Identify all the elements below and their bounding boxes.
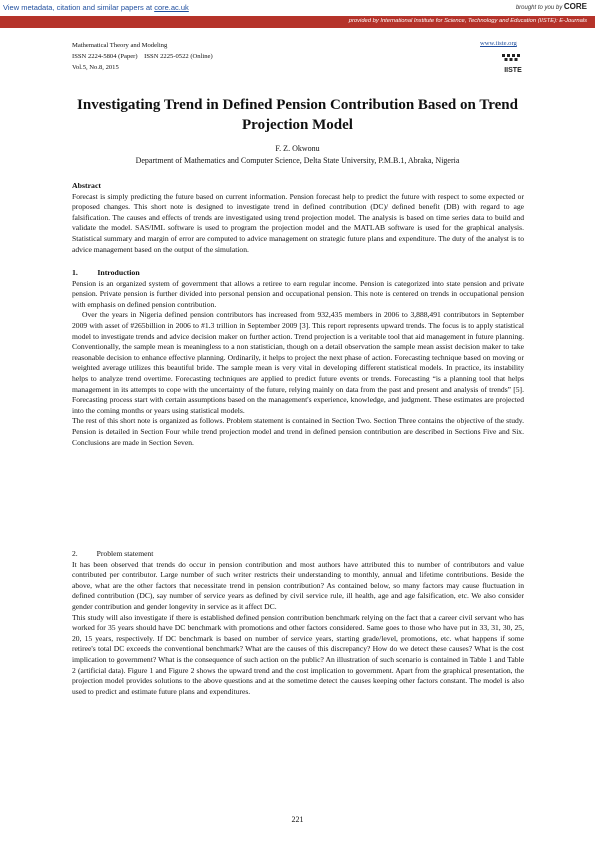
core-brand[interactable] [516,2,587,11]
paper-affiliation: Department of Mathematics and Computer Science, Delta State University, P.M.B.1, Abraka, Nigeria [135,156,460,165]
introduction-paragraph-2: Over the years in Nigeria defined pension contributors has increased from 932,435 members in 2006 to 3,888,491 contributors in September 2009 with asset of #265billion in 2006 to #1.3 trillion in September 2009 [3]. This report represents upward trends. The focus is to apply statistical model to investigate trends and advice decision maker on further action. Trend projection is a veritable tool that aid management in future planning. Conventionally, the sample mean is meaningless to a non statistician, though on a detail observation the sample mean assist decision maker to take reasonable decision to enhance effective planning. Ordinarily, it helps to project the next phase of action. Forecasting technique based on moving or weighted average utilizes this beautiful bride. The sample mean is very vital in developing different statistical models. In practice, its instability helps to analyze trend overtime. Forecasting techniques are applied to predict future events or trends. Forecasting “is a planning tool that helps management in its attempts to cope with the uncertainty of the future, relying mainly on data from the past and present and analysis of trends” [5]. Forecasting process start with certain assumptions based on the management's experience, knowledge, and judgment. These estimates are projected into the coming months or years using statistical models. [72,310,524,415]
problem-statement-section [72,549,524,697]
problem-paragraph-2: This study will also investigate if there is established defined pension contribution benchmark relying on the fact that a career civil servant who has worked for 35 years should have DC benchmark with promotions and other factors considered. Same goes to those who have put in 33, 31, 30, 25, 20, 15 years, respectively. If DC benchmark is based on number of service years, starting grade/level, promotions, etc. what happens if some retiree's total DC exceeds the conventional benchmark? What are the causes of this discrepancy? How do we detect these causes? What is the cost implication to government? What is the consequence of such action on the public? An illustration of such scenario is contained in Table 1 and Table 2 (artificial data). Figure 1 and Figure 2 shows the upward trend and the cost implication to government. Apart from the graphical presentation, the projection model provides solutions to the above questions and at the sometime detect the causes keeping other factors constant. The model is also used to predict and estimate future plans and expenditures. [72,612,524,696]
core-banner [0,0,595,15]
brought-by-text: brought to you by [515,5,563,11]
paper-title: Investigating Trend in Defined Pension Contribution Based on Trend Projection Model [77,97,518,133]
journal-issn: ISSN 2224-5804 (Paper) ISSN 2225-0522 (Online) [72,53,213,60]
iiste-logo [500,52,526,74]
provider-text: provided by International Institute for Science, Technology and Education (IISTE): E-Journals [348,18,587,24]
paper-author: F. Z. Okwonu [275,144,320,153]
journal-volume: Vol.5, No.8, 2015 [72,64,119,71]
abstract-section [72,181,524,255]
introduction-paragraph-1: Pension is an organized system of government that allows a retiree to earn regular income. Pension is categorized into state pension and private pension. Private pension is further divided into personal pension and occupational pension. This note is centered on trends in occupational pension with emphasis on defined pension contribution. [72,278,524,309]
svg-text:IISTE: IISTE [504,67,522,74]
introduction-paragraph-3: The rest of this short note is organized as follows. Problem statement is contained in Section Two. Section Three contains the objective of the study. Pension is detailed in Section Four while trend projection model and trend in defined pension contribution are described in Sections Five and Six. Conclusions are made in Section Seven. [72,416,524,447]
core-link[interactable]: core.ac.uk [154,3,189,12]
core-metadata-link[interactable] [3,3,189,12]
introduction-heading: 1. Introduction [72,268,140,277]
journal-name: Mathematical Theory and Modeling [72,42,168,49]
introduction-section [72,268,524,448]
abstract-text: Forecast is simply predicting the future based on current information. Pension forecast help to predict the future with respect to some expected or proposed changes. This short note is designed to investigate trend in defined contribution (DC)/ defined benefit (DB) with regard to age falsification. The causes and effects of trends are investigated using trend projection model. The analysis is based on time series data to build and validate the model. SAS/IML software is used to program the projection model and the MATLAB software is used for the graphical analysis. Statistical summary and margin of error are computed to advice management on strategic future plans and expenditure. The duty of the analyst is to advice management based on the output of the simulation. [72,191,524,254]
page-number: 221 [291,815,304,824]
problem-paragraph-1: It has been observed that trends do occur in pension contribution and most authors have attributed this to number of contributors and value contributed per contributor. Large number of such writer restricts their understanding to monthly, annual and lifetime contributions. Beside the above, what are the other factors that necessitate trend in pension contribution? As contained below, so many factors may cause fluctuation in defined contribution (DC), say number of service years as defined by civil service rule, ill health, age and age falsification, etc. We also consider gender contribution and gender longevity in service as it affect DC. [72,559,524,611]
journal-header [72,40,213,73]
core-metadata-text: View metadata, citation and similar papers at [3,3,153,12]
core-logo-text: CORE [563,2,587,11]
journal-site-link[interactable]: www.iiste.org [480,40,517,47]
abstract-heading: Abstract [72,181,102,190]
problem-statement-heading: 2. Problem statement [72,549,154,558]
provider-bar [0,16,595,28]
